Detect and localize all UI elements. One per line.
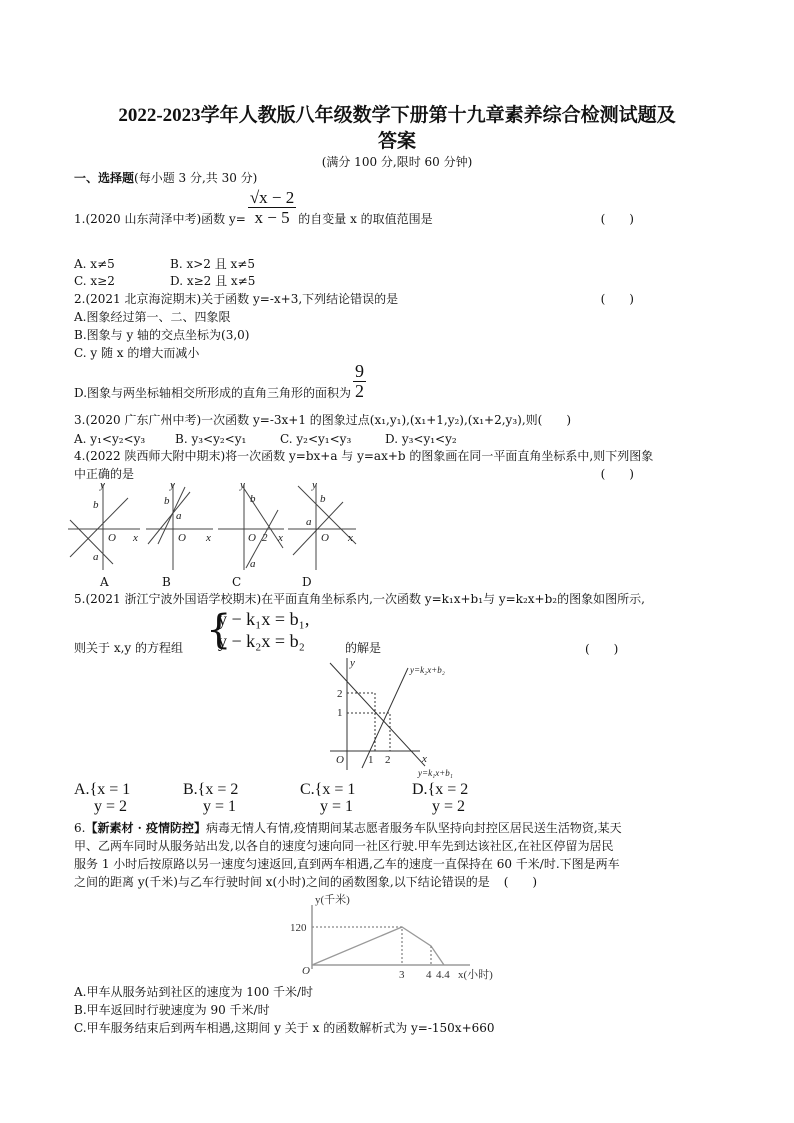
intercept-label: b bbox=[93, 499, 99, 511]
q1-answer-blank: ( ) bbox=[600, 212, 634, 226]
q1-denominator: x − 5 bbox=[254, 208, 290, 227]
option-letter: B. bbox=[183, 781, 198, 798]
q5-option-b-system: B.{x = 2 y = 1 bbox=[183, 781, 239, 815]
q4-graphs bbox=[68, 479, 368, 572]
q6-text-4: 之间的距离 y(千米)与乙车行驶时间 x(小时)之间的函数图象,以下结论错误的是 bbox=[74, 875, 490, 889]
x-tick: 3 bbox=[399, 969, 405, 981]
q5-option-d-system: D.{x = 2 y = 2 bbox=[412, 781, 469, 815]
q5-answer-blank: ( ) bbox=[585, 642, 619, 656]
x-tick: 2 bbox=[385, 754, 391, 766]
eq-x: x = 1 bbox=[97, 781, 131, 798]
eq-x: x = 2 bbox=[205, 781, 239, 798]
q2-option-d-row bbox=[74, 362, 634, 401]
origin-label: O bbox=[178, 532, 186, 544]
q1-text-after: 的自变量 x 的取值范围是 bbox=[298, 212, 433, 226]
q4-graph-a bbox=[68, 479, 140, 570]
section-heading bbox=[74, 170, 257, 186]
q2-option-a: A.图象经过第一、二、四象限 bbox=[74, 310, 231, 324]
axis-label: x bbox=[422, 753, 427, 765]
q5-graph bbox=[330, 658, 470, 778]
eq-y: y = 2 bbox=[94, 798, 128, 815]
q1-option-c: C. x≥2 bbox=[74, 274, 115, 288]
q4-label-d: D bbox=[302, 575, 312, 589]
q5-option-c-system: C.{x = 1 y = 1 bbox=[300, 781, 356, 815]
q3-option-d: D. y₃<y₁<y₂ bbox=[385, 432, 457, 446]
q6-option-a: A.甲车从服务站到社区的速度为 100 千米/时 bbox=[74, 985, 314, 999]
line-label: y=k₂x+b₂ bbox=[410, 665, 445, 675]
axis-label: x bbox=[348, 532, 353, 544]
q4-label-b: B bbox=[162, 575, 171, 589]
axis-label: x bbox=[206, 532, 211, 544]
q4-answer-blank: ( ) bbox=[600, 467, 634, 481]
q6-number: 6. bbox=[74, 821, 86, 835]
intercept-label: a bbox=[93, 551, 99, 563]
intercept-label: a bbox=[250, 558, 256, 570]
q5-option-a-system: A.{x = 1 y = 2 bbox=[74, 781, 131, 815]
eq-x: x = 1 bbox=[322, 781, 356, 798]
q5-equation-2: y − k₂x = b₂ bbox=[218, 631, 305, 651]
origin-label: O bbox=[248, 532, 256, 544]
q3-stem: 3.(2020 广东广州中考)一次函数 y=-3x+1 的图象过点(x₁,y₁),(x₁+1,y₂),(x₁+2,y₃),则( ) bbox=[74, 413, 571, 427]
q6-stem bbox=[74, 820, 622, 836]
section-title: 一、选择题 bbox=[74, 171, 135, 185]
y-tick: 120 bbox=[290, 922, 307, 934]
y-axis-label: y(千米) bbox=[315, 894, 350, 906]
q5-equation-1: y − k₁x = b₁, bbox=[218, 609, 310, 629]
q2-option-c: C. y 随 x 的增大而减小 bbox=[74, 346, 200, 360]
q1-fraction bbox=[248, 188, 296, 227]
option-letter: D. bbox=[412, 781, 428, 798]
q6-option-c: C.甲车服务结束后到两车相遇,这期间 y 关于 x 的函数解析式为 y=-150x+660 bbox=[74, 1021, 495, 1035]
q2-answer-blank: ( ) bbox=[600, 292, 634, 306]
origin-label: O bbox=[336, 754, 344, 766]
q5-brace: { bbox=[206, 607, 232, 653]
origin-label: O bbox=[321, 532, 329, 544]
q1-option-b: B. x>2 且 x≠5 bbox=[170, 257, 255, 271]
q4-graph-d bbox=[288, 479, 356, 570]
axis-label: y bbox=[350, 657, 355, 669]
line-label: y=k₁x+b₁ bbox=[418, 768, 453, 778]
q6-chart bbox=[290, 893, 493, 988]
axis-label: y bbox=[240, 479, 245, 491]
y-tick: 2 bbox=[337, 688, 343, 700]
intercept-label: 2 bbox=[262, 532, 268, 544]
q6-text: 病毒无情人有情,疫情期间某志愿者服务车队坚持向封控区居民送生活物资,某天 bbox=[206, 821, 622, 835]
q5-stem-cont: 则关于 x,y 的方程组 bbox=[74, 641, 183, 655]
line-k2 bbox=[362, 668, 408, 768]
y-tick: 1 bbox=[337, 707, 343, 719]
option-letter: C. bbox=[300, 781, 315, 798]
q1-numerator: √x − 2 bbox=[249, 188, 295, 207]
q4-graph-c bbox=[218, 479, 284, 570]
q6-text-4-row bbox=[74, 874, 694, 890]
page-title-cont: 答案 bbox=[377, 131, 416, 152]
origin-label: O bbox=[108, 532, 116, 544]
q1-text: 1.(2020 山东菏泽中考)函数 y= bbox=[74, 212, 246, 226]
q2-option-d: D.图象与两坐标轴相交所形成的直角三角形的面积为 bbox=[74, 386, 352, 400]
q3-option-a: A. y₁<y₂<y₃ bbox=[74, 432, 146, 446]
q6-text-3: 服务 1 小时后按原路以另一速度匀速返回,直到两车相遇,乙车的速度一直保持在 60 千米/时.下图是两车 bbox=[74, 857, 620, 871]
eq-x: x = 2 bbox=[435, 781, 469, 798]
axis-label: x bbox=[133, 532, 138, 544]
eq-y: y = 1 bbox=[203, 798, 237, 815]
axis-label: y bbox=[312, 479, 317, 491]
q1-option-d: D. x≥2 且 x≠5 bbox=[170, 274, 256, 288]
origin-label: O bbox=[302, 965, 310, 977]
q3-option-b: B. y₃<y₂<y₁ bbox=[175, 432, 247, 446]
q1-option-a: A. x≠5 bbox=[74, 257, 115, 271]
intercept-label: a bbox=[306, 516, 312, 528]
q2-stem: 2.(2021 北京海淀期末)关于函数 y=-x+3,下列结论错误的是 bbox=[74, 292, 399, 306]
intercept-label: b bbox=[250, 493, 256, 505]
x-axis-label: x(小时) bbox=[458, 969, 493, 981]
x-tick: 1 bbox=[368, 754, 374, 766]
q4-stem-cont: 中正确的是 bbox=[74, 467, 135, 481]
q4-label-c: C bbox=[232, 575, 242, 589]
q3-option-c: C. y₂<y₁<y₃ bbox=[280, 432, 352, 446]
q4-label-a: A bbox=[100, 575, 109, 589]
x-tick: 4 bbox=[426, 969, 432, 981]
q4-stem: 4.(2022 陕西师大附中期末)将一次函数 y=bx+a 与 y=ax+b 的图象画在同一平面直角坐标系中,则下列图象 bbox=[74, 449, 654, 463]
q6-tag: 【新素材 · 疫情防控】 bbox=[85, 821, 206, 835]
q4-graph-b bbox=[146, 479, 213, 570]
option-letter: A. bbox=[74, 781, 90, 798]
eq-y: y = 1 bbox=[320, 798, 354, 815]
q2-frac-num: 9 bbox=[355, 361, 365, 381]
intercept-label: b bbox=[164, 495, 170, 507]
q1-stem bbox=[74, 188, 634, 227]
page-title: 2022-2023学年人教版八年级数学下册第十九章素养综合检测试题及 bbox=[118, 105, 676, 126]
intercept-label: a bbox=[176, 510, 182, 522]
exam-info: (满分 100 分,限时 60 分钟) bbox=[321, 155, 473, 169]
q2-fraction bbox=[353, 362, 366, 401]
q2-stem-row bbox=[74, 291, 634, 307]
q5-stem-end: 的解是 bbox=[345, 641, 382, 655]
axis-label: x bbox=[278, 532, 283, 544]
q6-answer-blank: ( ) bbox=[503, 875, 538, 889]
eq-y: y = 2 bbox=[432, 798, 466, 815]
section-note: (每小题 3 分,共 30 分) bbox=[134, 171, 258, 185]
q5-stem: 5.(2021 浙江宁波外国语学校期末)在平面直角坐标系内,一次函数 y=k₁x+b₁与 y=k₂x+b₂的图象如图所示, bbox=[74, 592, 645, 606]
axis-label: y bbox=[100, 479, 105, 491]
axis-label: y bbox=[170, 479, 175, 491]
intercept-label: b bbox=[320, 493, 326, 505]
q4-stem-cont-row bbox=[74, 466, 634, 482]
q6-text-2: 甲、乙两车同时从服务站出发,以各自的速度匀速向同一社区行驶.甲车先到达该社区,在社区停留为居民 bbox=[74, 839, 614, 853]
q2-frac-den: 2 bbox=[355, 381, 365, 401]
q6-option-b: B.甲车返回时行驶速度为 90 千米/时 bbox=[74, 1003, 270, 1017]
x-tick: 4.4 bbox=[436, 969, 450, 981]
q2-option-b: B.图象与 y 轴的交点坐标为(3,0) bbox=[74, 328, 250, 342]
